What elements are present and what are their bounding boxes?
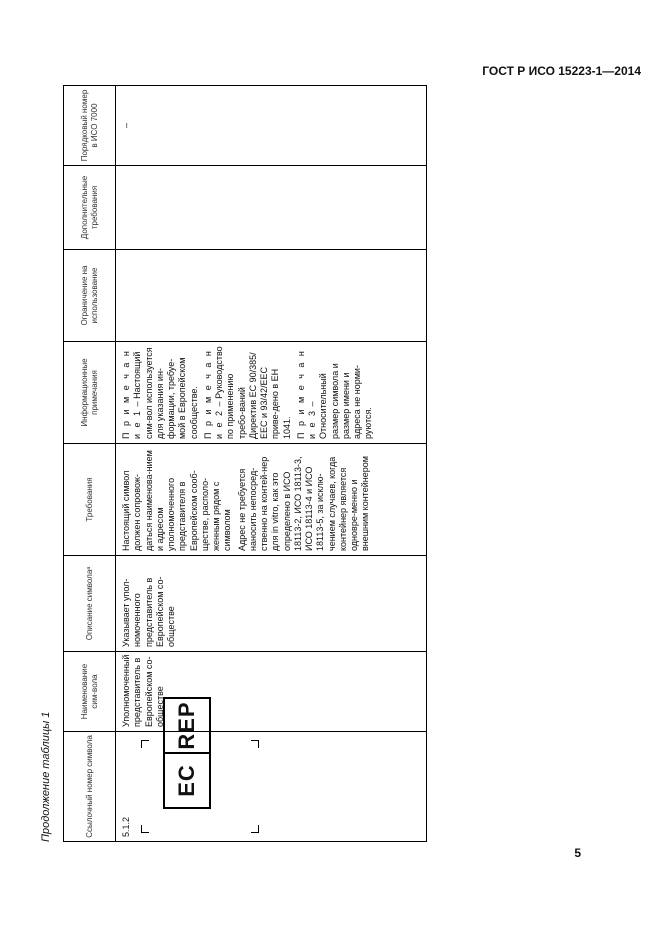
additional-cell xyxy=(116,166,427,250)
requirements-cell xyxy=(116,444,427,556)
note-2 xyxy=(203,346,293,439)
description-cell xyxy=(116,556,427,652)
symbol-area xyxy=(121,701,411,837)
symbol-description: Указывает упол-номоченного представитель в Европейском со-обществе xyxy=(121,576,176,647)
corner-mark-bottom-left xyxy=(251,825,259,833)
ec-rep-symbol xyxy=(163,697,211,809)
symbol-name: Уполномоченный представитель в Европейском со-обществе xyxy=(121,654,165,727)
note-3 xyxy=(296,346,375,439)
symbol-ec-text: EC xyxy=(174,764,200,797)
header-symbol-name: Наименование сим-вола xyxy=(64,652,116,732)
note-1-label: П р и м е ч а н и е 1 xyxy=(121,349,143,439)
corner-mark-top-right xyxy=(141,740,149,748)
note-2-text: – Руководство по применению требо-ваний Директив ЕС 90/385/ЕЕС и 93/42/ЕЕС приве-дено в ЕН 1041. xyxy=(214,346,292,439)
header-description: Описание символаᵃ xyxy=(64,556,116,652)
header-ref-number: Ссылочный номер символа xyxy=(64,732,116,842)
requirement-1: Настоящий символ должен сопровож-даться наименова-нием и адресом уполномоченного представителя в Европейском сооб-ществе, располо-женным рядом с символом xyxy=(121,450,233,551)
header-iso-7000: Порядковый номер в ИСО 7000 xyxy=(64,86,116,166)
symbol-table xyxy=(63,85,427,842)
header-requirements: Требования xyxy=(64,444,116,556)
table-header-row xyxy=(64,86,116,842)
ref-number: 5.1.2 xyxy=(121,816,131,837)
symbol-rep-text: REP xyxy=(165,699,209,754)
standard-header: ГОСТ Р ИСО 15223-1—2014 xyxy=(482,64,641,78)
header-info-notes: Информационные примечания xyxy=(64,342,116,444)
corner-mark-bottom-right xyxy=(251,740,259,748)
header-restriction: Ограничение на использование xyxy=(64,250,116,342)
corner-mark-top-left xyxy=(141,825,149,833)
page-number: 5 xyxy=(574,846,581,860)
header-additional: Дополнительные требования xyxy=(64,166,116,250)
table-row xyxy=(116,86,427,842)
notes-cell xyxy=(116,342,427,444)
note-1 xyxy=(121,346,200,439)
requirement-2: Адрес не требуется наносить непосред-ственно на контей-нер для in vitro, как это определено в ИСО 18113-2, ИСО 18113-3, ИСО 18113-4 и ИСО 18113-5, за исклю-чением случаев, когда контейнер является одновре-менно и внешним контейнером xyxy=(236,456,371,551)
rotated-table-wrapper xyxy=(40,86,427,842)
ref-cell xyxy=(116,701,427,842)
note-1-text: – Настоящий сим-вол используется для указания ин-формации, требуе-мой в Европейском сообществе. xyxy=(132,347,199,439)
restriction-cell xyxy=(116,250,427,342)
table-caption: Продолжение таблицы 1 xyxy=(40,711,52,842)
rotated-content xyxy=(40,86,427,842)
note-3-label: П р и м е ч а н и е 3 xyxy=(295,349,317,439)
note-2-label: П р и м е ч а н и е 2 xyxy=(202,349,224,439)
iso-7000-cell: – xyxy=(116,86,427,166)
note-3-text: – Относительный размер символа и размер имени и адреса не норми-руются. xyxy=(307,363,374,439)
